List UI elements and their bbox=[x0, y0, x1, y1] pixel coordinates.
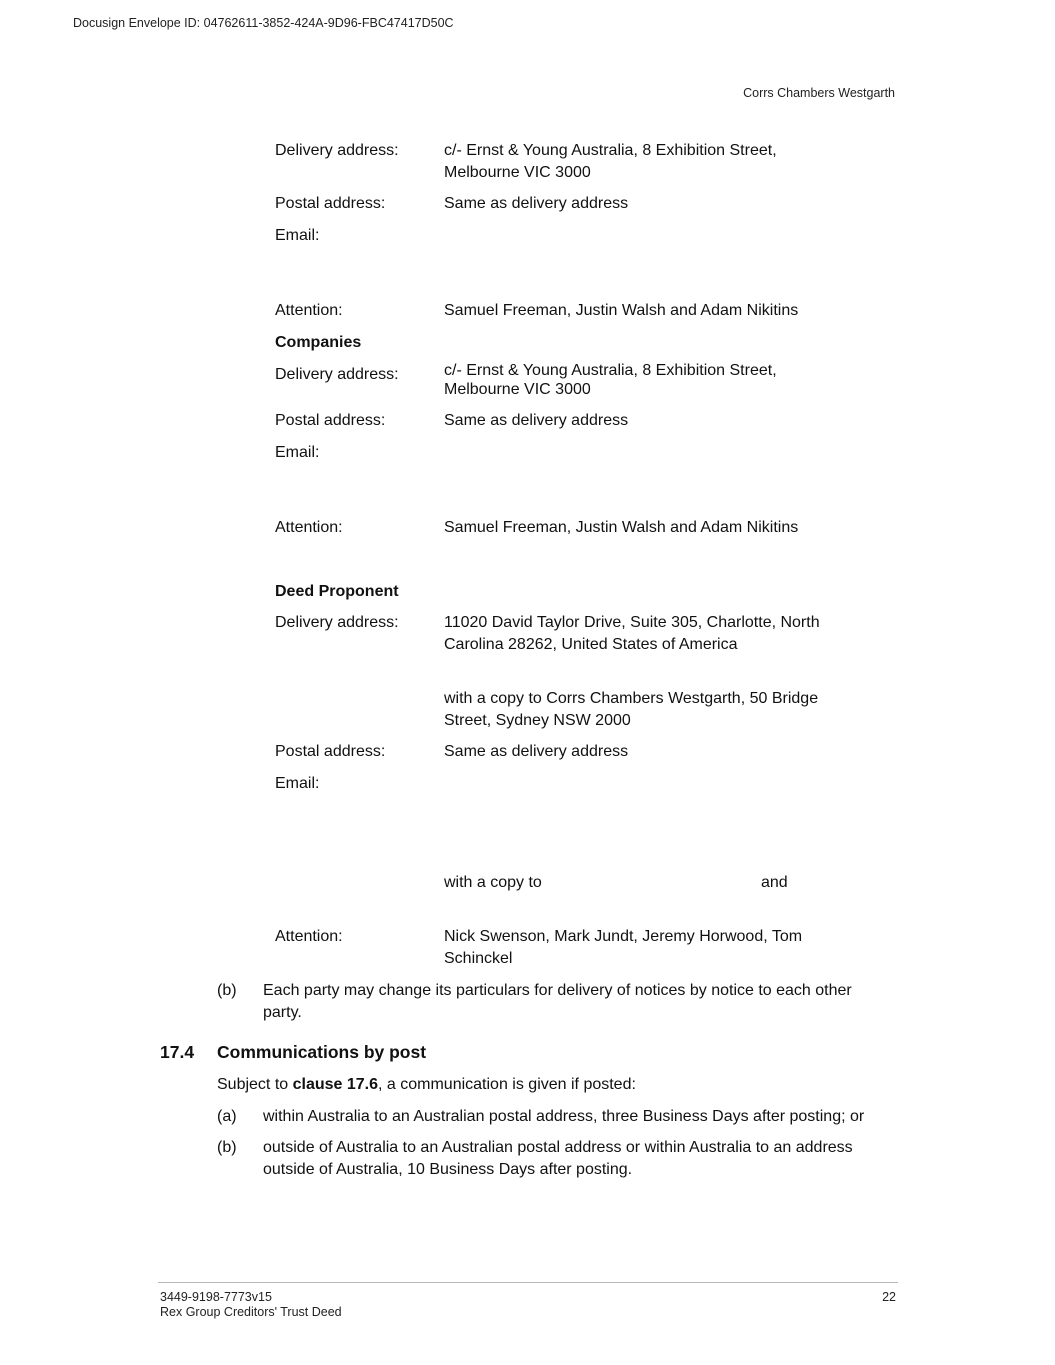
proponent-heading: Deed Proponent bbox=[275, 583, 399, 600]
item-b-line2: outside of Australia, 10 Business Days after posting. bbox=[263, 1161, 633, 1178]
section-intro bbox=[217, 1074, 636, 1096]
footer-doc-title: Rex Group Creditors' Trust Deed bbox=[160, 1305, 342, 1319]
item-b-line1: outside of Australia to an Australian postal address or within Australia to an address bbox=[263, 1139, 853, 1156]
clause-reference: clause 17.6 bbox=[292, 1076, 379, 1093]
proponent-email-and-text: and bbox=[761, 874, 788, 891]
attention-value: Samuel Freeman, Justin Walsh and Adam Nikitins bbox=[444, 302, 799, 319]
item-a-text: within Australia to an Australian postal address, three Business Days after posting; or bbox=[263, 1108, 865, 1125]
footer-divider bbox=[158, 1282, 898, 1283]
item-b-marker: (b) bbox=[217, 1139, 237, 1156]
section-title: Communications by post bbox=[217, 1042, 427, 1062]
companies-postal-label: Postal address: bbox=[275, 412, 386, 429]
proponent-email-label: Email: bbox=[275, 775, 320, 792]
companies-delivery-line1: c/- Ernst & Young Australia, 8 Exhibition Street, bbox=[444, 362, 777, 379]
postal-label: Postal address: bbox=[275, 195, 386, 212]
section-number: 17.4 bbox=[160, 1042, 195, 1062]
footer-doc-id: 3449-9198-7773v15 bbox=[160, 1290, 272, 1304]
delivery-address-line1: c/- Ernst & Young Australia, 8 Exhibition Street, bbox=[444, 142, 777, 159]
section-intro-suffix: , a communication is given if posted: bbox=[378, 1076, 636, 1093]
proponent-email-copy-text: with a copy to bbox=[444, 874, 542, 891]
footer-page-number: 22 bbox=[882, 1290, 896, 1304]
companies-heading: Companies bbox=[275, 334, 362, 351]
proponent-attention-line1: Nick Swenson, Mark Jundt, Jeremy Horwood, Tom bbox=[444, 928, 803, 945]
delivery-label: Delivery address: bbox=[275, 142, 399, 159]
para-b-line2: party. bbox=[263, 1004, 302, 1021]
item-a-marker: (a) bbox=[217, 1108, 237, 1125]
envelope-id: Docusign Envelope ID: 04762611-3852-424A-9D96-FBC47417D50C bbox=[73, 16, 454, 30]
companies-attention-label: Attention: bbox=[275, 519, 343, 536]
companies-email-label: Email: bbox=[275, 444, 320, 461]
companies-delivery-line2: Melbourne VIC 3000 bbox=[444, 381, 591, 398]
proponent-delivery-label: Delivery address: bbox=[275, 614, 399, 631]
proponent-postal-label: Postal address: bbox=[275, 743, 386, 760]
attention-label: Attention: bbox=[275, 302, 343, 319]
companies-delivery-label: Delivery address: bbox=[275, 366, 399, 383]
para-b-line1: Each party may change its particulars for delivery of notices by notice to each other bbox=[263, 982, 852, 999]
proponent-attention-label: Attention: bbox=[275, 928, 343, 945]
companies-postal-address: Same as delivery address bbox=[444, 412, 629, 429]
delivery-address-line2: Melbourne VIC 3000 bbox=[444, 164, 591, 181]
email-label: Email: bbox=[275, 227, 320, 244]
proponent-delivery-line2: Carolina 28262, United States of America bbox=[444, 636, 738, 653]
proponent-attention-line2: Schinckel bbox=[444, 950, 513, 967]
para-b-marker: (b) bbox=[217, 982, 237, 999]
proponent-delivery-line1: 11020 David Taylor Drive, Suite 305, Charlotte, North bbox=[444, 614, 820, 631]
proponent-postal-address: Same as delivery address bbox=[444, 743, 629, 760]
section-intro-prefix: Subject to bbox=[217, 1076, 293, 1093]
postal-address: Same as delivery address bbox=[444, 195, 629, 212]
proponent-copy-line1: with a copy to Corrs Chambers Westgarth, 50 Bridge bbox=[444, 690, 819, 707]
proponent-copy-line2: Street, Sydney NSW 2000 bbox=[444, 712, 631, 729]
header-firm-name: Corrs Chambers Westgarth bbox=[743, 86, 895, 100]
companies-attention-value: Samuel Freeman, Justin Walsh and Adam Nikitins bbox=[444, 519, 799, 536]
